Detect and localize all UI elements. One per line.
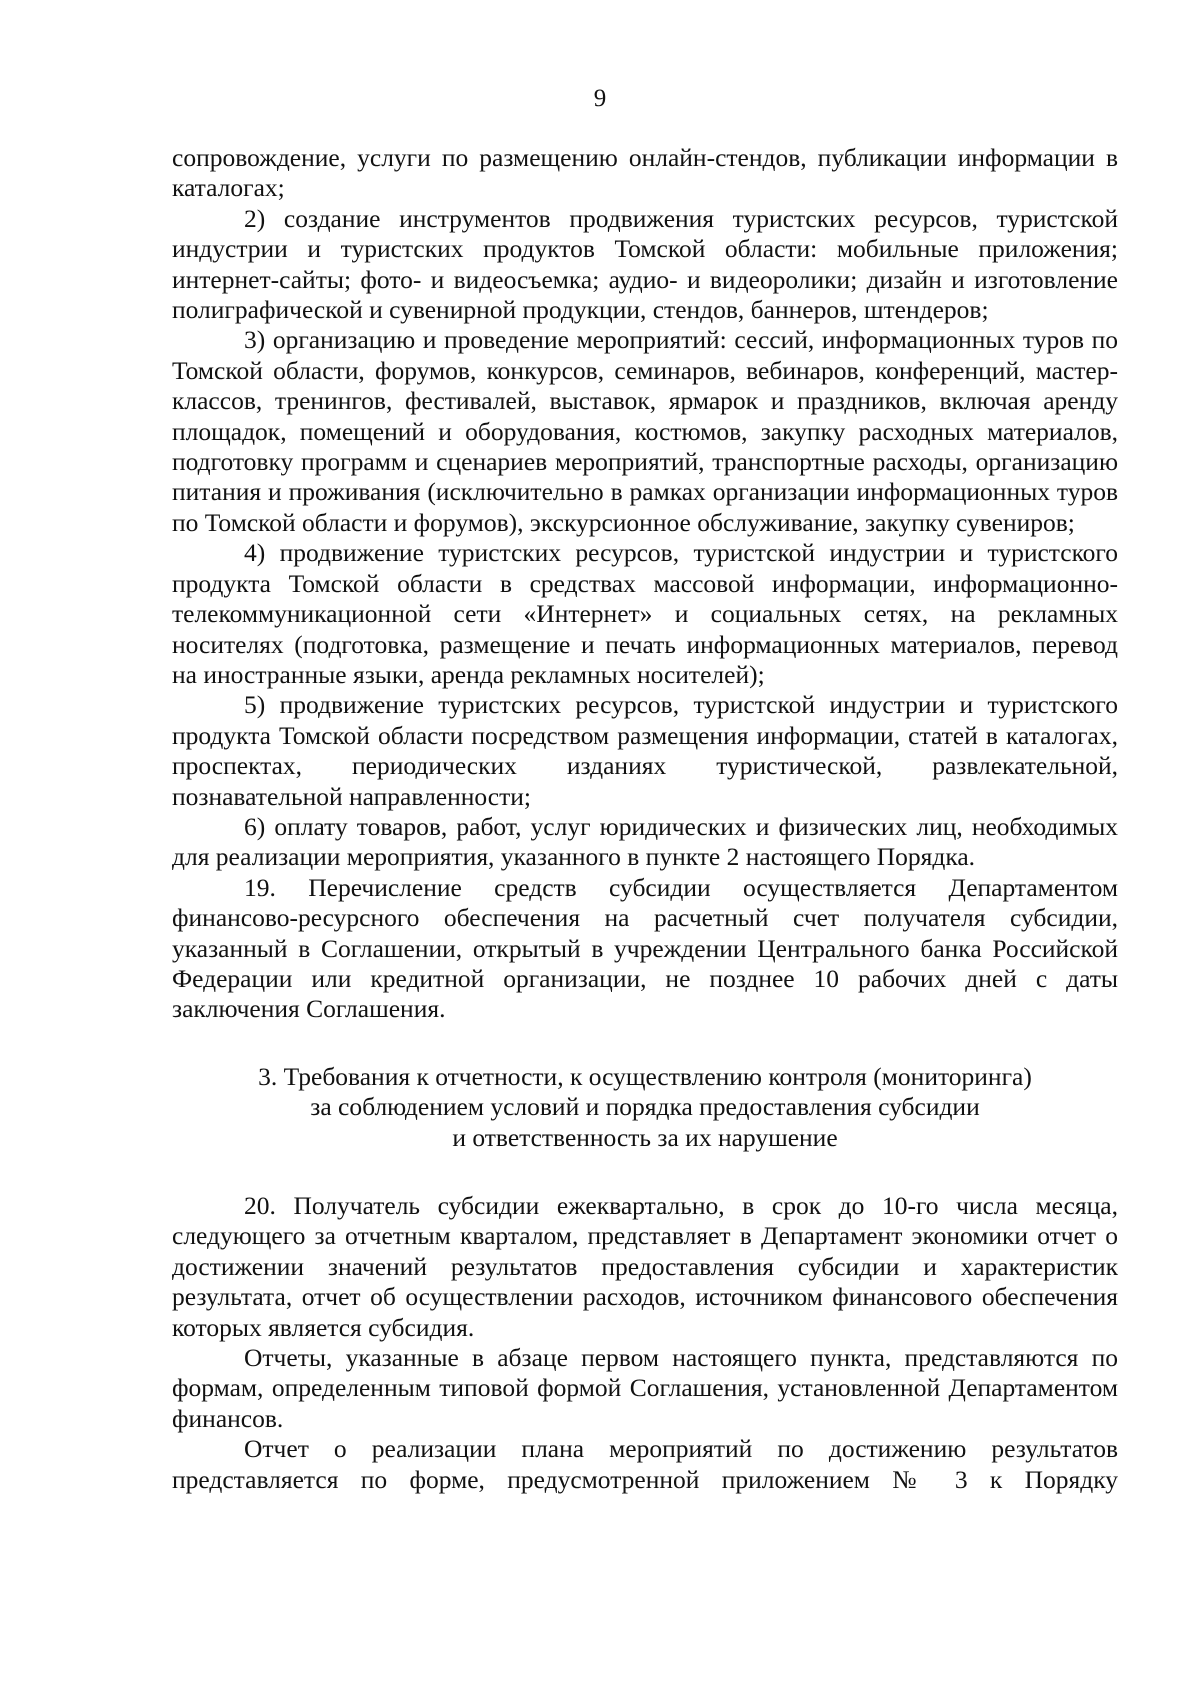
paragraph: Отчет о реализации плана мероприятий по достижению результатов представляется по форме, предусмотренной приложением № 3 к Порядку: [172, 1434, 1118, 1494]
paragraph: 6) оплату товаров, работ, услуг юридических и физических лиц, необходимых для реализации мероприятия, указанного в пункте 2 настоящего Порядка.: [172, 811, 1118, 872]
paragraph: сопровождение, услуги по размещению онлайн-стендов, публикации информации в каталогах;: [172, 143, 1118, 203]
paragraph: Отчеты, указанные в абзаце первом настоящего пункта, представляются по формам, определенным типовой формой Соглашения, установленной Департаментом финансов.: [172, 1343, 1118, 1433]
paragraph: 2) создание инструментов продвижения туристских ресурсов, туристской индустрии и туристских продуктов Томской области: мобильные приложения; интернет-сайты; фото- и видеосъемка; аудио- и видеоролики; дизайн и изготовление полиграфической и сувенирной продукции, стендов, баннеров, штендеров;: [172, 203, 1118, 325]
document-body: [172, 143, 1118, 1495]
paragraph: 4) продвижение туристских ресурсов, туристской индустрии и туристского продукта Томской области в средствах массовой информации, информационно-телекоммуникационной сети «Интернет» и социальных сетях, на рекламных носителях (подготовка, размещение и печать информационных материалов, перевод на иностранные языки, аренда рекламных носителей);: [172, 538, 1118, 689]
paragraph: 20. Получатель субсидии ежеквартально, в срок до 10-го числа месяца, следующего за отчетным кварталом, представляет в Департамент экономики отчет о достижении значений результатов предоставления субсидии и характеристик результата, отчет об осуществлении расходов, источником финансового обеспечения которых является субсидия.: [172, 1191, 1118, 1342]
section-heading-line: 3. Требования к отчетности, к осуществлению контроля (мониторинга): [258, 1061, 1032, 1091]
paragraph: 5) продвижение туристских ресурсов, туристской индустрии и туристского продукта Томской области посредством размещения информации, статей в каталогах, проспектах, периодических изданиях туристической, развлекательной, познавательной направленности;: [172, 690, 1118, 811]
section-heading-line: за соблюдением условий и порядка предоставления субсидии: [310, 1092, 980, 1122]
section-heading: [172, 1062, 1118, 1153]
page-number: 9: [593, 85, 607, 112]
section-heading-line: и ответственность за их нарушение: [452, 1122, 838, 1152]
paragraph: 19. Перечисление средств субсидии осуществляется Департаментом финансово-ресурсного обеспечения на расчетный счет получателя субсидии, указанный в Соглашении, открытый в учреждении Центрального банка Российской Федерации или кредитной организации, не позднее 10 рабочих дней с даты заключения Соглашения.: [172, 872, 1118, 1024]
paragraph: 3) организацию и проведение мероприятий: сессий, информационных туров по Томской области, форумов, конкурсов, семинаров, вебинаров, конференций, мастер-классов, тренингов, фестивалей, выставок, ярмарок и праздников, включая аренду площадок, помещений и оборудования, костюмов, закупку расходных материалов, подготовку программ и сценариев мероприятий, транспортные расходы, организацию питания и проживания (исключительно в рамках организации информационных туров по Томской области и форумов), экскурсионное обслуживание, закупку сувениров;: [172, 325, 1118, 537]
